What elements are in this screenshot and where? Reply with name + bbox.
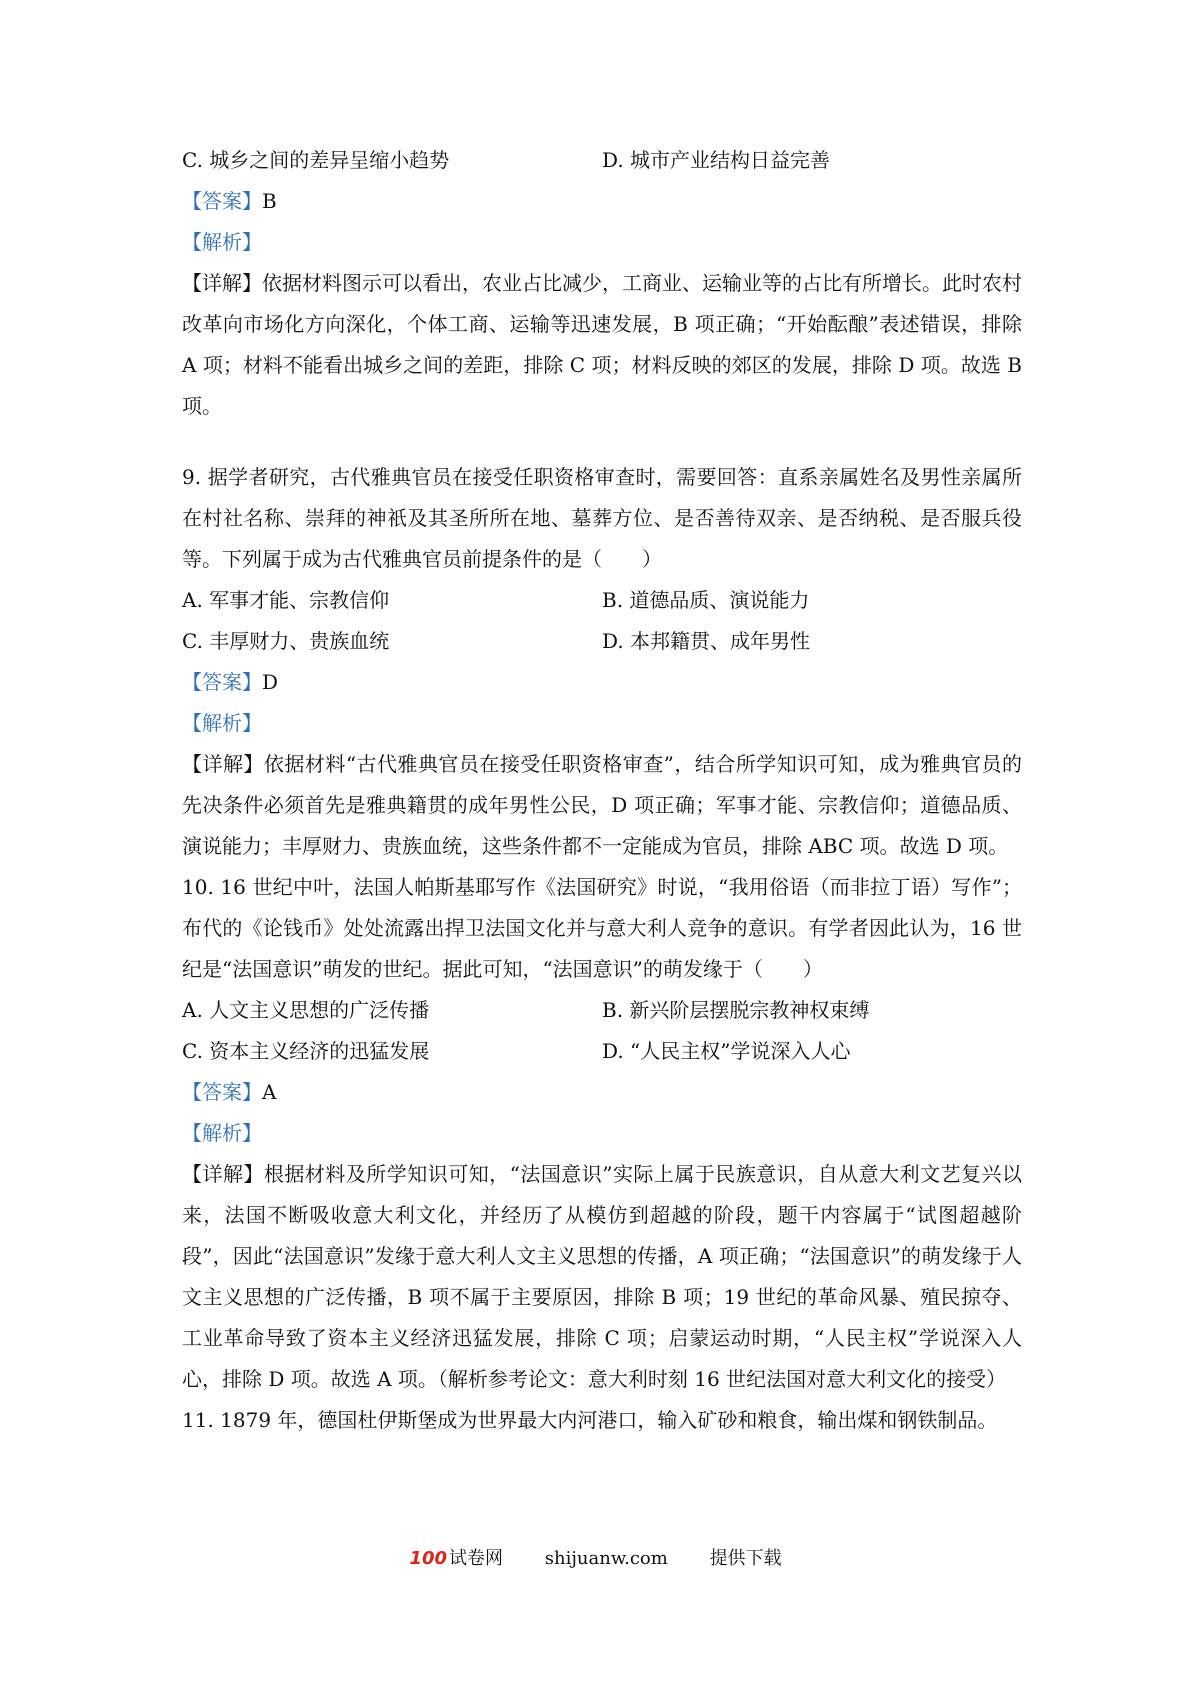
q10-stem: 10. 16 世纪中叶，法国人帕斯基耶写作《法国研究》时说，“我用俗语（而非拉丁语）写作”；布代的《论钱币》处处流露出捍卫法国文化并与意大利人竞争的意识。有学者因此认为，16 世纪是“法国意识”萌发的世纪。据此可知，“法国意识”的萌发缘于（ ）: [182, 875, 1022, 981]
detail-tag: 【详解】: [182, 752, 264, 776]
q9-options-row-2: [182, 621, 1022, 662]
site-url: shijuanw.com: [544, 1548, 668, 1569]
answer-value: B: [262, 189, 277, 213]
q10-options-row-2: [182, 1031, 1022, 1072]
q9-option-c: C. 丰厚财力、贵族血统: [182, 629, 390, 653]
analysis-tag: 【解析】: [182, 230, 262, 254]
q8-option-d: D. 城市产业结构日益完善: [602, 148, 831, 172]
q9-stem: 9. 据学者研究，古代雅典官员在接受任职资格审查时，需要回答：直系亲属姓名及男性亲属所在村社名称、崇拜的神祇及其圣所所在地、墓葬方位、是否善待双亲、是否纳税、是否服兵役等。下列属于成为古代雅典官员前提条件的是（ ）: [182, 465, 1022, 571]
q10-analysis-heading: [182, 1113, 1022, 1154]
q9-option-d: D. 本邦籍贯、成年男性: [602, 629, 811, 653]
detail-text: 根据材料及所学知识可知，“法国意识”实际上属于民族意识，自从意大利文艺复兴以来，法国不断吸收意大利文化，并经历了从模仿到超越的阶段，题干内容属于“试图超越阶段”，因此“法国意识”发缘于意大利人文主义思想的传播，A 项正确；“法国意识”的萌发缘于人文主义思想的广泛传播，B 项不属于主要原因，排除 B 项；19 世纪的革命风暴、殖民掠夺、工业革命导致了资本主义经济迅猛发展，排除 C 项；启蒙运动时期，“人民主权”学说深入人心，排除 D 项。故选 A 项。（解析参考论文：意大利时刻 16 世纪法国对意大利文化的接受）: [182, 1162, 1023, 1391]
q9-option-a: A. 军事才能、宗教信仰: [182, 588, 390, 612]
detail-tag: 【详解】: [182, 1162, 264, 1186]
answer-tag: 【答案】: [182, 189, 262, 213]
q10-answer: [182, 1072, 1022, 1113]
detail-text: 依据材料“古代雅典官员在接受任职资格审查”，结合所学知识可知，成为雅典官员的先决条件必须首先是雅典籍贯的成年男性公民，D 项正确；军事才能、宗教信仰；道德品质、演说能力；丰厚财力、贵族血统，这些条件都不一定能成为官员，排除 ABC 项。故选 D 项。: [182, 752, 1023, 858]
detail-text: 依据材料图示可以看出，农业占比减少，工商业、运输业等的占比有所增长。此时农村改革向市场化方向深化，个体工商、运输等迅速发展，B 项正确；“开始酝酿”表述错误，排除 A 项；材料不能看出城乡之间的差距，排除 C 项；材料反映的郊区的发展，排除 D 项。故选 B 项。: [182, 271, 1022, 418]
q10-option-d: D. “人民主权”学说深入人心: [602, 1039, 851, 1063]
q10-option-b: B. 新兴阶层摆脱宗教神权束缚: [602, 998, 870, 1022]
q9-analysis-heading: [182, 703, 1022, 744]
q11-stem: 11. 1879 年，德国杜伊斯堡成为世界最大内河港口，输入矿砂和粮食，输出煤和钢铁制品。: [182, 1408, 998, 1432]
q8-detail: [182, 263, 1022, 427]
answer-value: A: [262, 1080, 277, 1104]
logo-number: 100: [409, 1548, 448, 1569]
analysis-tag: 【解析】: [182, 1121, 262, 1145]
answer-tag: 【答案】: [182, 670, 262, 694]
q10-option-c: C. 资本主义经济的迅猛发展: [182, 1039, 430, 1063]
download-text: 提供下载: [709, 1548, 782, 1569]
page-footer: [0, 1544, 1191, 1570]
q10-options-row-1: [182, 990, 1022, 1031]
q10-option-a: A. 人文主义思想的广泛传播: [182, 998, 430, 1022]
answer-value: D: [262, 670, 279, 694]
q9-option-b: B. 道德品质、演说能力: [602, 588, 810, 612]
detail-tag: 【详解】: [182, 271, 262, 295]
q10-detail: [182, 1154, 1022, 1400]
analysis-tag: 【解析】: [182, 711, 262, 735]
q9-answer: [182, 662, 1022, 703]
q8-options-row-2: [182, 140, 1022, 181]
q8-analysis-heading: [182, 222, 1022, 263]
answer-tag: 【答案】: [182, 1080, 262, 1104]
page-content: [182, 140, 1022, 1441]
q9-options-row-1: [182, 580, 1022, 621]
q8-answer: [182, 181, 1022, 222]
logo-text: 试卷网: [449, 1548, 504, 1569]
q9-detail: [182, 744, 1022, 867]
q8-option-c: C. 城乡之间的差异呈缩小趋势: [182, 148, 450, 172]
